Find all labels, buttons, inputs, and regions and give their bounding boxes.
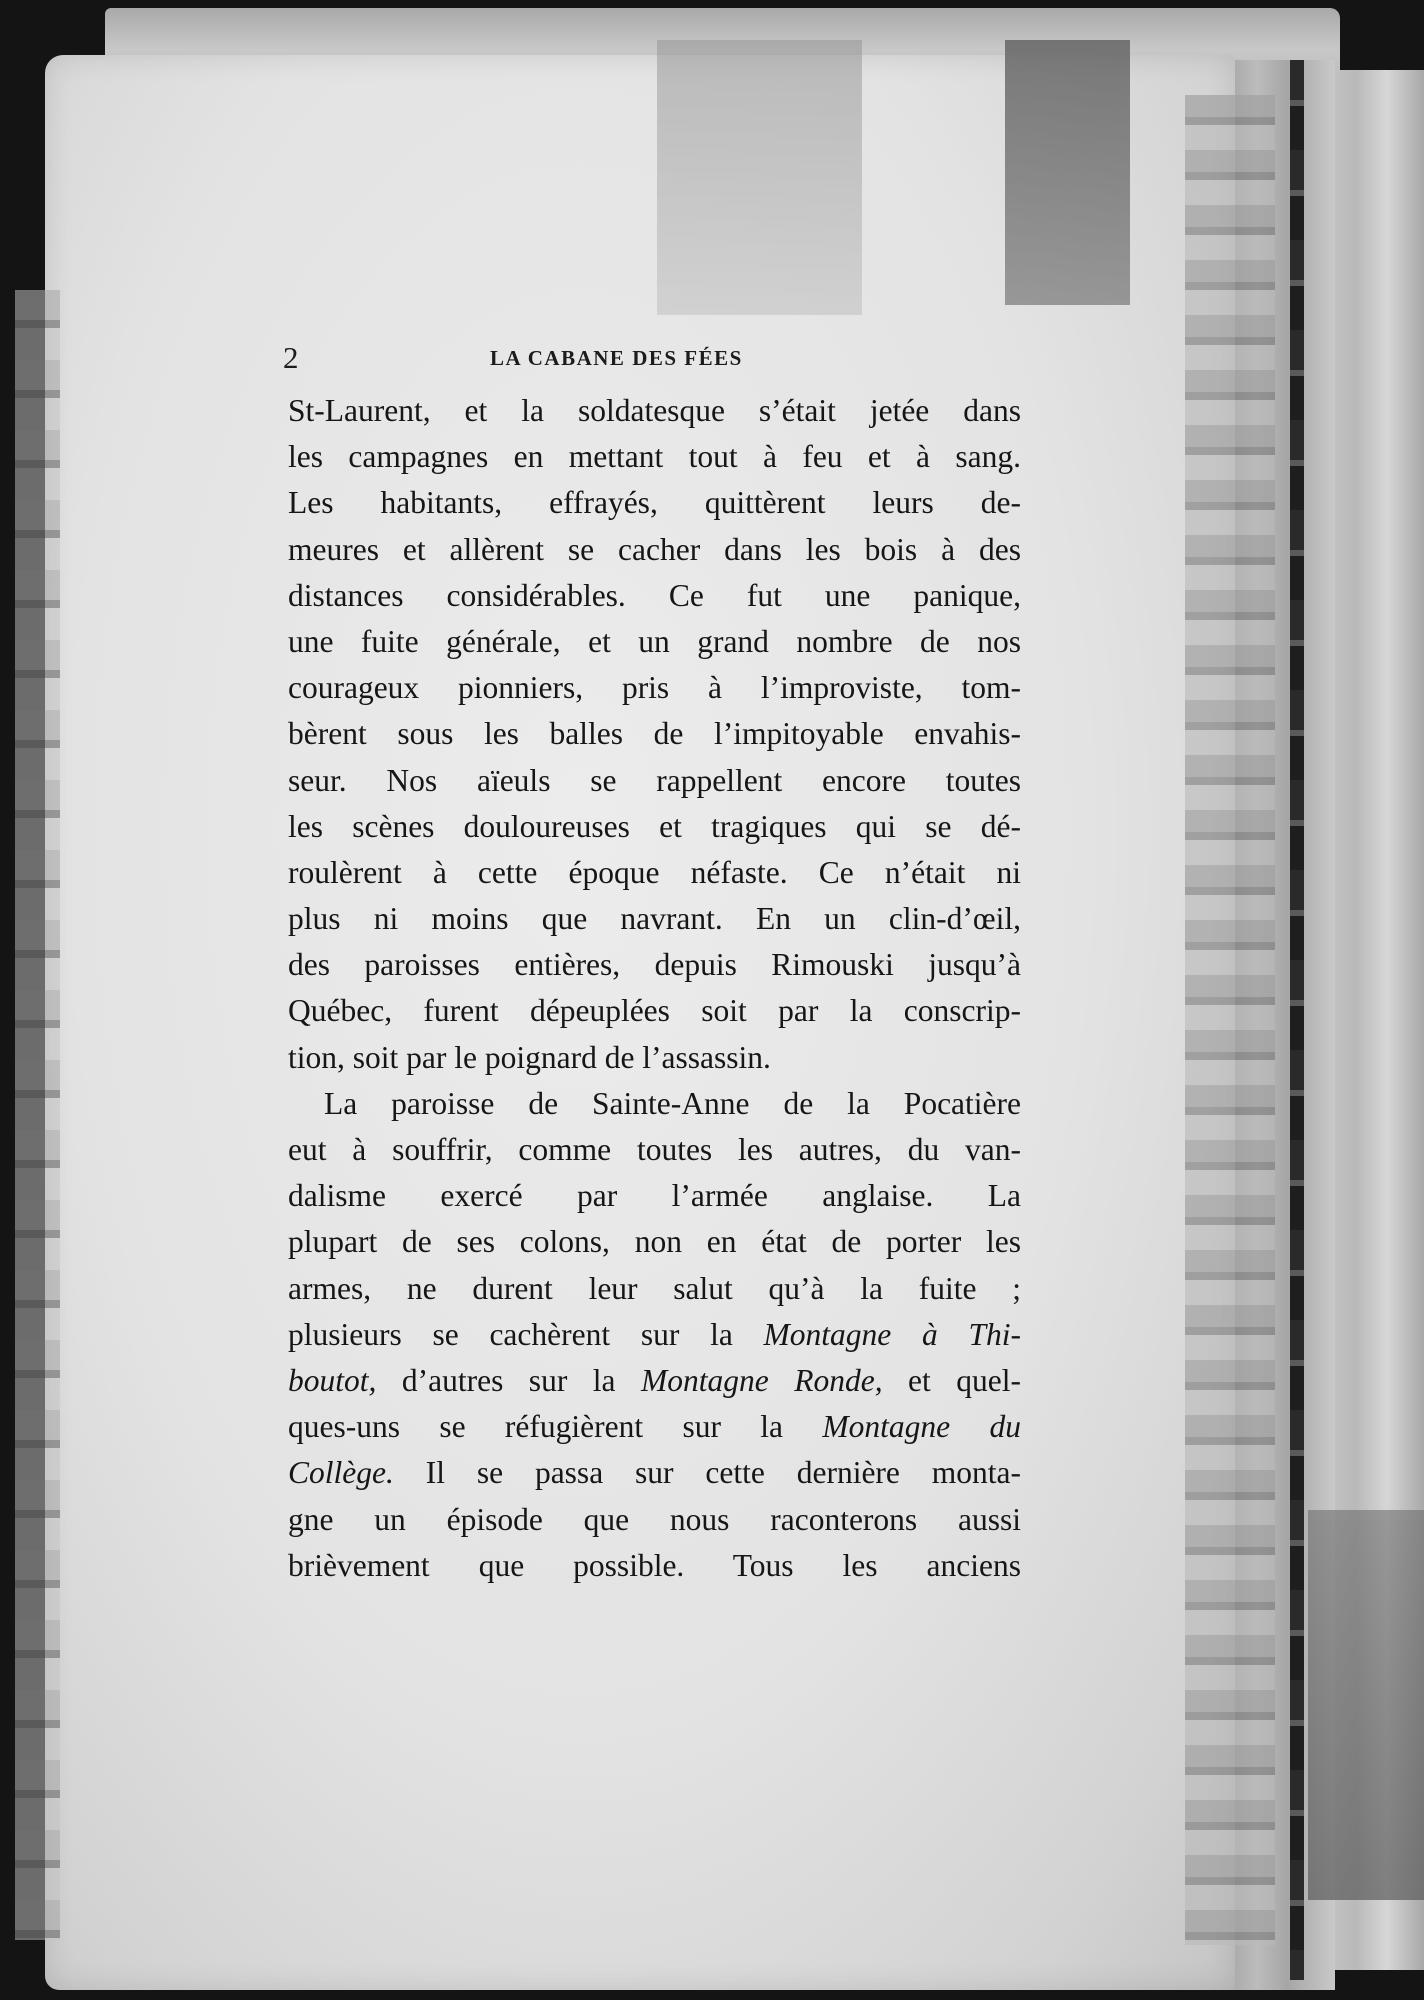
text-line: roulèrent à cette époque néfaste. Ce n’était ni (288, 854, 1021, 890)
page-number: 2 (283, 340, 299, 375)
running-head: LA CABANE DES FÉES (490, 346, 743, 370)
text-segment: plusieurs se cachèrent sur la (288, 1316, 764, 1352)
text-line: Québec, furent dépeuplées soit par la conscrip- (288, 993, 1021, 1029)
text-line: bèrent sous les balles de l’impitoyable envahis- (288, 716, 1021, 752)
text-line: distances considérables. Ce fut une panique, (288, 577, 1021, 613)
italic-place-name: Montagne Ronde, (641, 1362, 883, 1398)
text-line: tion, soit par le poignard de l’assassin. (288, 1039, 771, 1075)
body-text (288, 388, 1021, 1589)
italic-place-name: Montagne du (822, 1409, 1021, 1445)
text-line: les scènes douloureuses et tragiques qui se dé- (288, 808, 1021, 844)
text-segment: d’autres sur la (376, 1362, 642, 1398)
text-line: La paroisse de Sainte-Anne de la Pocatière (324, 1085, 1021, 1121)
text-line: meures et allèrent se cacher dans les bois à des (288, 531, 1021, 567)
italic-place-name: boutot, (288, 1362, 377, 1398)
text-line: Les habitants, effrayés, quittèrent leurs de- (288, 485, 1021, 521)
text-line: St-Laurent, et la soldatesque s’était jetée dans (288, 393, 1021, 428)
text-line: plupart de ses colons, non en état de porter les (288, 1224, 1021, 1260)
text-line: seur. Nos aïeuls se rappellent encore toutes (288, 762, 1021, 798)
text-segment: ques-uns se réfugièrent sur la (288, 1409, 823, 1445)
text-line: les campagnes en mettant tout à feu et à sang. (288, 439, 1021, 475)
tape-stain-bottom-right (1308, 1510, 1424, 1900)
text-line: des paroisses entières, depuis Rimouski jusqu’à (288, 947, 1021, 983)
text-line (288, 1404, 1021, 1450)
text-line (288, 1358, 1021, 1404)
text-line: une fuite générale, et un grand nombre de nos (288, 623, 1021, 659)
right-edge-wear (1185, 95, 1275, 1945)
binding-crack (1290, 60, 1304, 1980)
text-line: gne un épisode que nous raconterons aussi (288, 1501, 1021, 1537)
text-segment: Il se passa sur cette dernière monta- (393, 1455, 1021, 1491)
text-line: dalisme exercé par l’armée anglaise. La (288, 1178, 1021, 1214)
italic-place-name: Montagne à Thi- (763, 1316, 1021, 1352)
tape-stain-top-center (657, 40, 862, 315)
text-line: eut à souffrir, comme toutes les autres, du van- (288, 1132, 1021, 1167)
left-edge-wear (15, 290, 60, 1940)
text-segment: et quel- (882, 1362, 1021, 1398)
text-line (288, 1450, 1021, 1496)
text-line (288, 1312, 1021, 1358)
tape-stain-top-right (1005, 40, 1130, 305)
text-line: courageux pionniers, pris à l’improviste, tom- (288, 670, 1021, 706)
text-line: armes, ne durent leur salut qu’à la fuite ; (288, 1270, 1021, 1306)
text-line: plus ni moins que navrant. En un clin-d’œil, (288, 901, 1021, 937)
italic-place-name: Collège. (288, 1455, 394, 1491)
text-line: brièvement que possible. Tous les anciens (288, 1547, 1021, 1583)
